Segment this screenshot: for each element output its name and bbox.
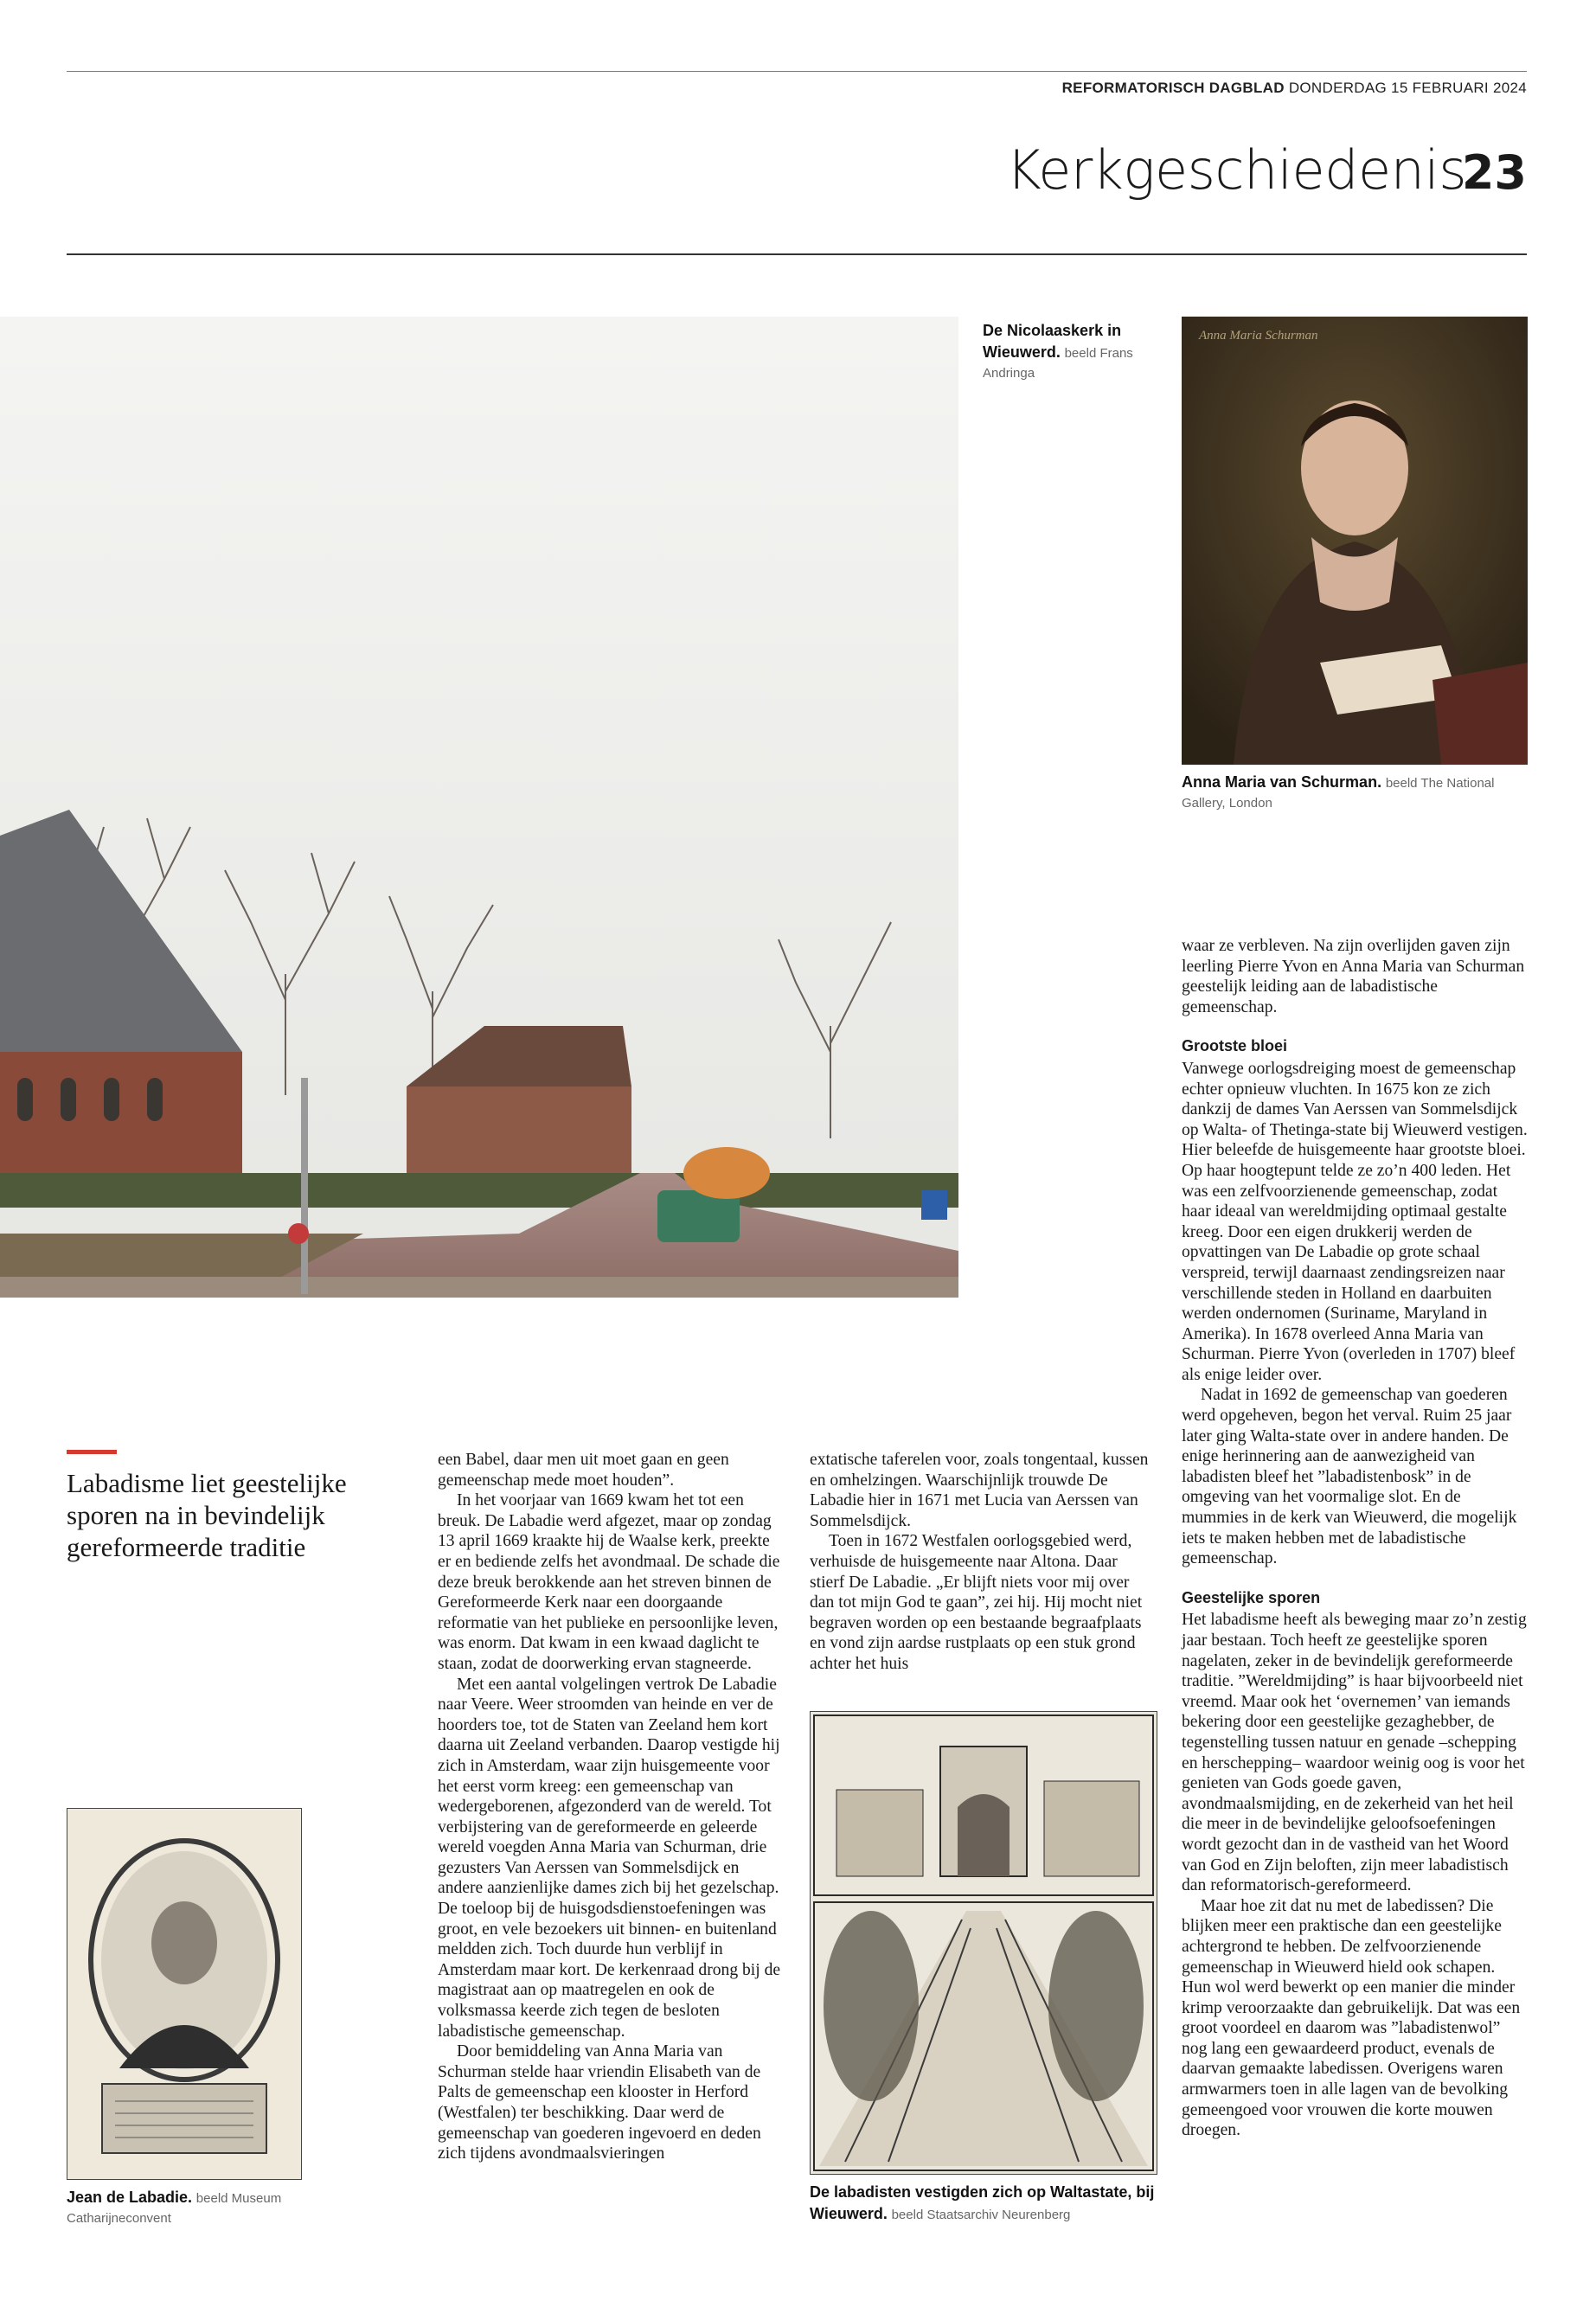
labadie-caption [67,2187,326,2228]
schurman-portrait-drawing [1182,317,1528,765]
waltastate-caption-main: De labadisten vestigden zich op Waltastate, bij Wieuwerd. [810,2183,1155,2222]
article-column-2 [810,1450,1156,1675]
portrait-inscription: Anna Maria Schurman [1199,329,1318,343]
church-caption-credit: beeld Frans Andringa [983,345,1133,381]
schurman-caption [1182,772,1528,813]
article-paragraph: een Babel, daar men uit moet gaan en geen gemeenschap mede moet houden”. [438,1451,729,1490]
labadie-caption-credit: beeld Museum Catharijneconvent [67,2191,282,2226]
article-paragraph: Nadat in 1692 de gemeenschap van goederen werd opgeheven, begon het verval. Ruim 25 jaar later ging Walta-state over in andere handen. De enige herinnering aan de aanwezigheid van labadisten bleef het ”labadistenbosk” in de omgeving van het voormalige slot. En de mummies in de kerk van Wieuwerd, die mogelijk iets te maken hebben met de labadistische gemeenschap. [1182,1386,1517,1568]
waltastate-caption-credit: beeld Staatsarchiv Neurenberg [891,2207,1071,2222]
article-paragraph: Maar hoe zit dat nu met de labedissen? Die blijken meer een praktische dan een geestelijke achtergrond te hebben. De zelfvoorzienende gemeenschap in Wieuwerd hield ook schapen. Hun wol werd bewerkt op een manier die minder krimp veroorzaakte dan gebruikelijk. Dat was een groot voordeel en daarom was ”labadistenwol” nog lang een gewaardeerd product, evenals de daarvan gemaakte labedissen. Overigens waren armwarmers toen in alle lagen van de bevolking gemeengoed voor vrouwen die korte mouwen droegen. [1182,1896,1521,2140]
article-subheading: Grootste bloei [1182,1037,1288,1055]
article-paragraph: Met een aantal volgelingen vertrok De Labadie naar Veere. Weer stroomden van heinde en ver de hoorders toe, tot de Staten van Zeeland hem kort daarna uit Zeeland verbanden. Daarop vestigde hij zich in Amsterdam, waar zijn huisgemeente voor het eerst vorm kreeg: een gemeenschap van wedergeborenen, afgezonderd van de wereld. Tot verbijstering van de gereformeerde en geleerde wereld voegden Anna Maria van Schurman, drie gezusters Van Aerssen van Sommelsdijck en andere aanzienlijke dames zich bij het gezelschap. De toeloop bij de huisgodsdienstoefeningen was groot, en vele bezoekers uit binnen- en buitenland meldden zich. Toch duurde hun verblijf in Amsterdam maar kort. De kerkenraad drong bij de magistraat aan op maatregelen en ook de volksmassa keerde zich tegen de besloten labadistische gemeenschap. [438,1675,781,2041]
pullquote-accent-bar [67,1450,117,1454]
masthead-date: DONDERDAG 15 FEBRUARI 2024 [1288,80,1527,96]
waltastate-caption [810,2182,1164,2225]
article-paragraph: waar ze verbleven. Na zijn overlijden gaven zijn leerling Pierre Yvon en Anna Maria van Schurman geestelijk leiding aan de labadistische gemeenschap. [1182,937,1525,1016]
article-paragraph: extatische taferelen voor, zoals tongentaal, kussen en omhelzingen. Waarschijnlijk trouwde De Labadie hier in 1671 met Lucia van Aerssen van Sommelsdijck. [810,1451,1149,1530]
church-photo [0,317,958,1298]
church-photo-drawing [0,317,958,1298]
waltastate-engraving [810,1711,1157,2175]
article-paragraph: Vanwege oorlogsdreiging moest de gemeenschap echter opnieuw vluchten. In 1675 kon ze zich dankzij de dames Van Aerssen van Sommelsdijck op Walta- of Thetinga-state bij Wieuwerd vestigen. Hier beleefde de huisgemeente haar grootste bloei. Op haar hoogtepunt telde ze zo’n 400 leden. Het was een zelfvoorzienende gemeenschap, zodat haar ideaal van wereldmijding optimaal gestalte kreeg. Door een eigen drukkerij werden de opvattingen van De Labadie op grote schaal verspreid, terwijl daarnaast zendingsreizen naar verschillende steden in Holland en daarbuiten werden ondernomen (Suriname, Maryland in Amerika). In 1678 overleed Anna Maria van Schurman. Pierre Yvon (overleden in 1707) bleef als enige leider over. [1182,1059,1528,1384]
article-column-3 [1182,936,1528,2141]
labadie-engraving-drawing [67,1809,301,2179]
article-paragraph: Toen in 1672 Westfalen oorlogsgebied werd, verhuisde de huisgemeente naar Altona. Daar stierf De Labadie. „Er blijft niets voor mij over dan tot mijn God te gaan”, zei hij. Hij mocht niet begraven worden op een bestaande begraafplaats en vond zijn aardse rustplaats op een stuk grond achter het huis [810,1532,1143,1673]
article-column-1 [438,1450,784,2164]
schurman-portrait [1182,317,1528,765]
article-paragraph: In het voorjaar van 1669 kwam het tot een breuk. De Labadie werd afgezet, maar op zondag 13 april 1669 kraakte hij de Waalse kerk, preekte er en bediende zelfs het avondmaal. De schade die deze breuk berokkende aan het streven binnen de Gereformeerde Kerk naar een doorgaande reformatie van het publieke en persoonlijke leven, was enorm. Dat kwam in een kwaad daglicht te staan, zodat de doorwerking ervan stagneerde. [438,1491,780,1673]
article-subheading: Geestelijke sporen [1182,1588,1321,1606]
church-caption [983,320,1156,383]
top-rule [67,71,1527,72]
masthead-paper: REFORMATORISCH DAGBLAD [1061,80,1285,96]
masthead [1062,80,1527,97]
article-paragraph: Door bemiddeling van Anna Maria van Schurman stelde haar vriendin Elisabeth van de Palts de gemeenschap een klooster in Herford (Westfalen) ter beschikking. Daar werd de gemeenschap van goederen ingevoerd en deden zich tijdens avondmaalsvieringen [438,2042,761,2163]
waltastate-engraving-drawing [811,1712,1157,2174]
header-rule [67,253,1527,255]
schurman-caption-main: Anna Maria van Schurman. [1182,773,1382,791]
labadie-engraving [67,1808,302,2180]
church-caption-main: De Nicolaaskerk in Wieuwerd. [983,322,1122,361]
schurman-caption-credit: beeld The National Gallery, London [1182,776,1495,811]
pullquote: Labadisme liet geestelijke sporen na in bevindelijk gereformeerde traditie [67,1468,347,1562]
labadie-caption-main: Jean de Labadie. [67,2189,193,2206]
article-paragraph: Het labadisme heeft als beweging maar zo’n zestig jaar bestaan. Toch heeft ze geestelijke sporen nagelaten, zeker in de bevindelijk gereformeerde traditie. ”Wereldmijding” is haar bijvoorbeeld niet vreemd. Maar ook het ‘overnemen’ van iemands bekering door een geestelijke gezaghebber, de tegenstelling tussen natuur en genade –schepping en herschepping– waardoor weinig oog is voor het genieten van Gods goede gaven, avondmaalsmijding, en de zekerheid van het heil die meer in de bevindelijke geloofsoefeningen wordt gezocht dan in de vastheid van het Woord van God en Zijn beloften, zijn meer labadistisch dan reformatorisch-gereformeerd. [1182,1611,1527,1895]
section-title: Kerkgeschiedenis [1006,138,1466,202]
page-number: 23 [1461,145,1527,200]
